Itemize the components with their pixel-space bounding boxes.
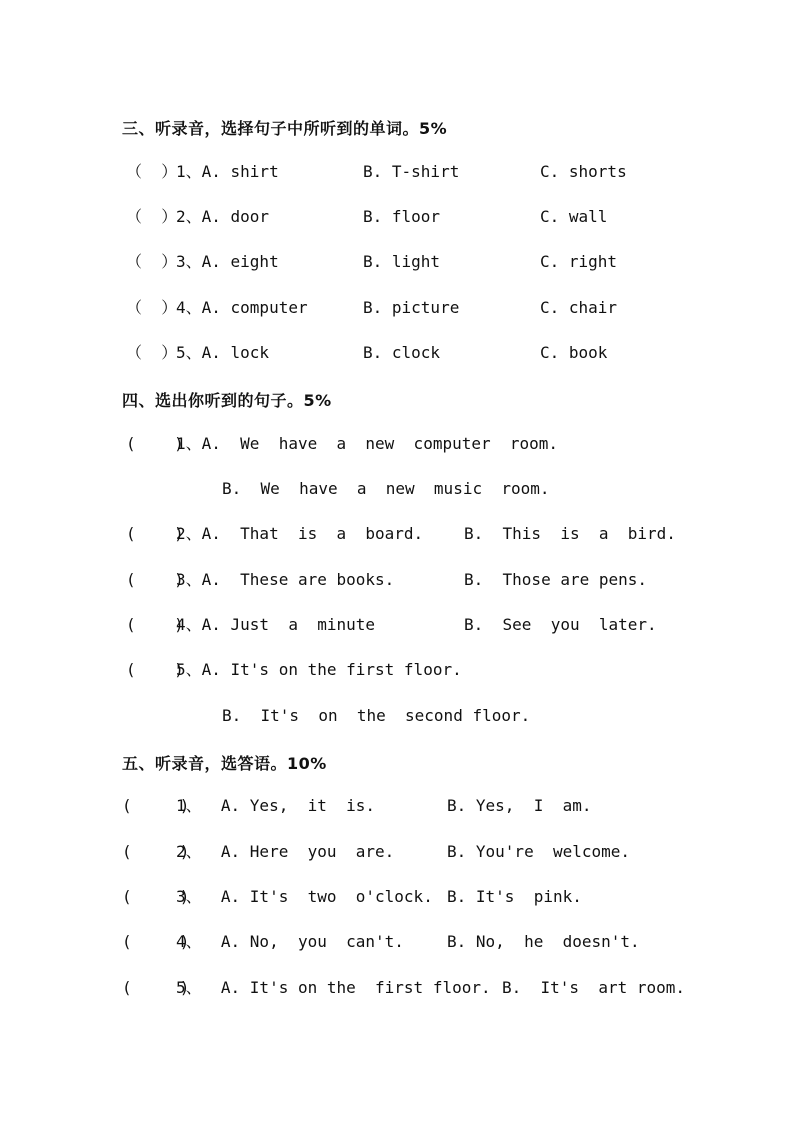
answer-blank[interactable]: （ ）: [126, 162, 178, 181]
option-a: 3、 A. It's two o'clock.: [176, 887, 433, 906]
section4-title: 四、选出你听到的句子。5%: [122, 391, 332, 410]
section4-item-5: [0, 659, 794, 681]
option-b: B. This is a bird.: [464, 524, 676, 543]
option-a: 2、A. door: [176, 207, 270, 226]
option-c: C. chair: [540, 298, 618, 317]
answer-blank[interactable]: ( ): [126, 524, 184, 543]
section4-item-5-b: [0, 705, 794, 727]
option-b: B. See you later.: [464, 615, 657, 634]
option-c: C. book: [540, 343, 608, 362]
option-a: 4、A. Just a minute: [176, 615, 376, 634]
answer-blank[interactable]: （ ）: [126, 343, 178, 362]
answer-blank[interactable]: ( ): [122, 887, 190, 906]
answer-blank[interactable]: ( ): [122, 978, 190, 997]
section3-item-2: [0, 206, 794, 228]
answer-blank[interactable]: （ ）: [126, 252, 178, 271]
answer-blank[interactable]: ( ): [122, 842, 190, 861]
option-b: B. Yes, I am.: [447, 796, 592, 815]
answer-blank[interactable]: ( ): [126, 615, 184, 634]
option-b: B. We have a new music room.: [222, 479, 550, 498]
answer-blank[interactable]: （ ）: [126, 298, 178, 317]
option-a: 1、A. We have a new computer room.: [176, 434, 559, 453]
option-b: B. No, he doesn't.: [447, 932, 640, 951]
section5-title: 五、听录音，选答语。10%: [122, 754, 327, 773]
section3-item-3: [0, 251, 794, 273]
option-c: C. right: [540, 252, 618, 271]
option-c: C. wall: [540, 207, 608, 226]
section5-item-1: [0, 795, 794, 817]
option-a: 4、A. computer: [176, 298, 308, 317]
section3-item-4: [0, 297, 794, 319]
section4-item-1: [0, 433, 794, 455]
answer-blank[interactable]: ( ): [126, 660, 184, 679]
option-a: 3、A. These are books.: [176, 570, 395, 589]
section4-item-2: [0, 523, 794, 545]
section3-title: 三、听录音，选择句子中所听到的单词。5%: [122, 119, 448, 138]
option-b: B. picture: [363, 298, 460, 317]
option-b: B. clock: [363, 343, 441, 362]
option-b: B. Those are pens.: [464, 570, 648, 589]
option-b: B. It's on the second floor.: [222, 706, 531, 725]
option-b: B. light: [363, 252, 441, 271]
option-c: C. shorts: [540, 162, 627, 181]
section4-item-1-b: [0, 478, 794, 500]
option-a: 5、A. It's on the first floor.: [176, 660, 462, 679]
option-b: B. It's pink.: [447, 887, 582, 906]
section5-item-4: [0, 931, 794, 953]
option-b: B. floor: [363, 207, 441, 226]
option-a: 3、A. eight: [176, 252, 279, 271]
answer-blank[interactable]: ( ): [122, 932, 190, 951]
answer-blank[interactable]: ( ): [126, 434, 184, 453]
option-b: B. T-shirt: [363, 162, 460, 181]
option-a: 2、 A. Here you are.: [176, 842, 395, 861]
section4-item-4: [0, 614, 794, 636]
option-b: B. It's art room.: [502, 978, 686, 997]
section3-item-5: [0, 342, 794, 364]
option-a: 5、 A. It's on the first floor.: [176, 978, 491, 997]
section3-item-1: [0, 161, 794, 183]
answer-blank[interactable]: ( ): [126, 570, 184, 589]
option-a: 1、A. shirt: [176, 162, 279, 181]
answer-blank[interactable]: （ ）: [126, 207, 178, 226]
section4-item-3: [0, 569, 794, 591]
option-a: 2、A. That is a board.: [176, 524, 424, 543]
option-a: 5、A. lock: [176, 343, 270, 362]
option-a: 4、 A. No, you can't.: [176, 932, 404, 951]
option-a: 1、 A. Yes, it is.: [176, 796, 376, 815]
section5-item-3: [0, 886, 794, 908]
section5-item-5: [0, 977, 794, 999]
answer-blank[interactable]: ( ): [122, 796, 190, 815]
option-b: B. You're welcome.: [447, 842, 631, 861]
section5-item-2: [0, 841, 794, 863]
